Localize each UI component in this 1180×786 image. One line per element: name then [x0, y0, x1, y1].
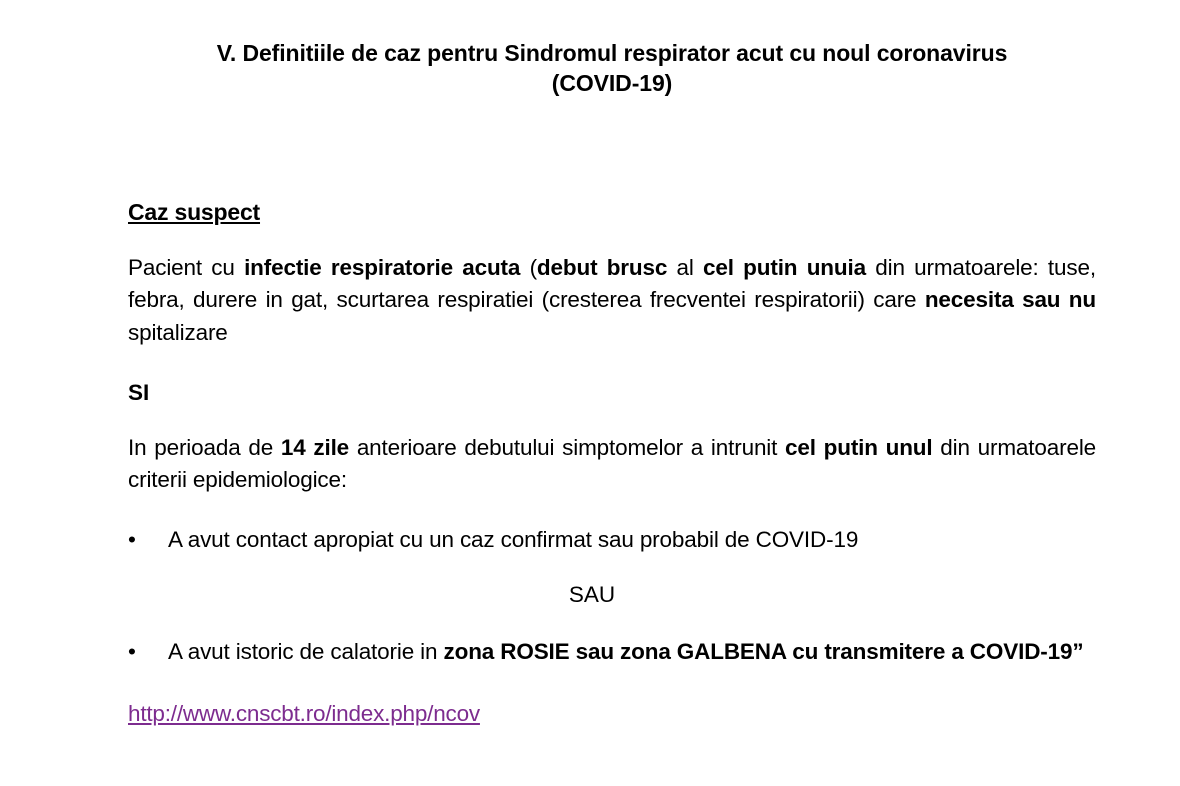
source-link[interactable]: http://www.cnscbt.ro/index.php/ncov: [128, 701, 480, 727]
list-item-text: A avut istoric de calatorie in: [168, 639, 444, 665]
para1-bold-3: cel putin unuia: [703, 254, 866, 280]
para1-text-1: Pacient cu: [128, 254, 245, 280]
or-separator: SAU: [568, 582, 616, 608]
bullet-marker-icon: •: [128, 526, 136, 552]
para1-bold-2: debut brusc: [536, 254, 668, 280]
para1-bold-1: infectie respiratorie acuta: [244, 254, 521, 280]
para2-bold-1: 14 zile: [280, 434, 350, 460]
section-heading: Caz suspect: [128, 198, 261, 225]
page-title-line-2: (COVID-19): [551, 70, 673, 97]
page-title-line-1: V. Definitiile de caz pentru Sindromul respirator acut cu noul coronavirus: [216, 40, 1008, 66]
page-title: [128, 38, 1096, 99]
paragraph-suspect-case-definition: [128, 252, 1096, 350]
para1-text-5: spitalizare: [128, 319, 228, 345]
bullet-marker-icon: •: [128, 639, 136, 665]
list-item: [128, 524, 1096, 557]
para1-bold-4: necesita sau nu: [924, 287, 1096, 313]
para2-text-1: In perioada de: [128, 434, 281, 460]
list-item-label: A avut contact apropiat cu un caz confirmat sau probabil de COVID-19: [168, 526, 859, 552]
conjunction-si: SI: [128, 379, 150, 405]
para2-text-3: din urmatoarele criterii epidemiologice:: [128, 434, 1097, 493]
para1-text-4: din urmatoarele: tuse, febra, durere in gat, scurtarea respiratiei (cresterea frecventei respiratorii) care: [128, 254, 1096, 313]
para2-bold-2: cel putin unul: [785, 434, 933, 460]
para1-text-2: (: [520, 254, 537, 280]
list-item-bold: zona ROSIE sau zona GALBENA cu transmitere a COVID-19”: [443, 639, 1084, 665]
para1-text-3: al: [667, 254, 704, 280]
para2-text-2: anterioare debutului simptomelor a intrunit: [349, 434, 786, 460]
list-item: [128, 636, 1096, 669]
paragraph-epidemiological-criteria: [128, 432, 1096, 497]
